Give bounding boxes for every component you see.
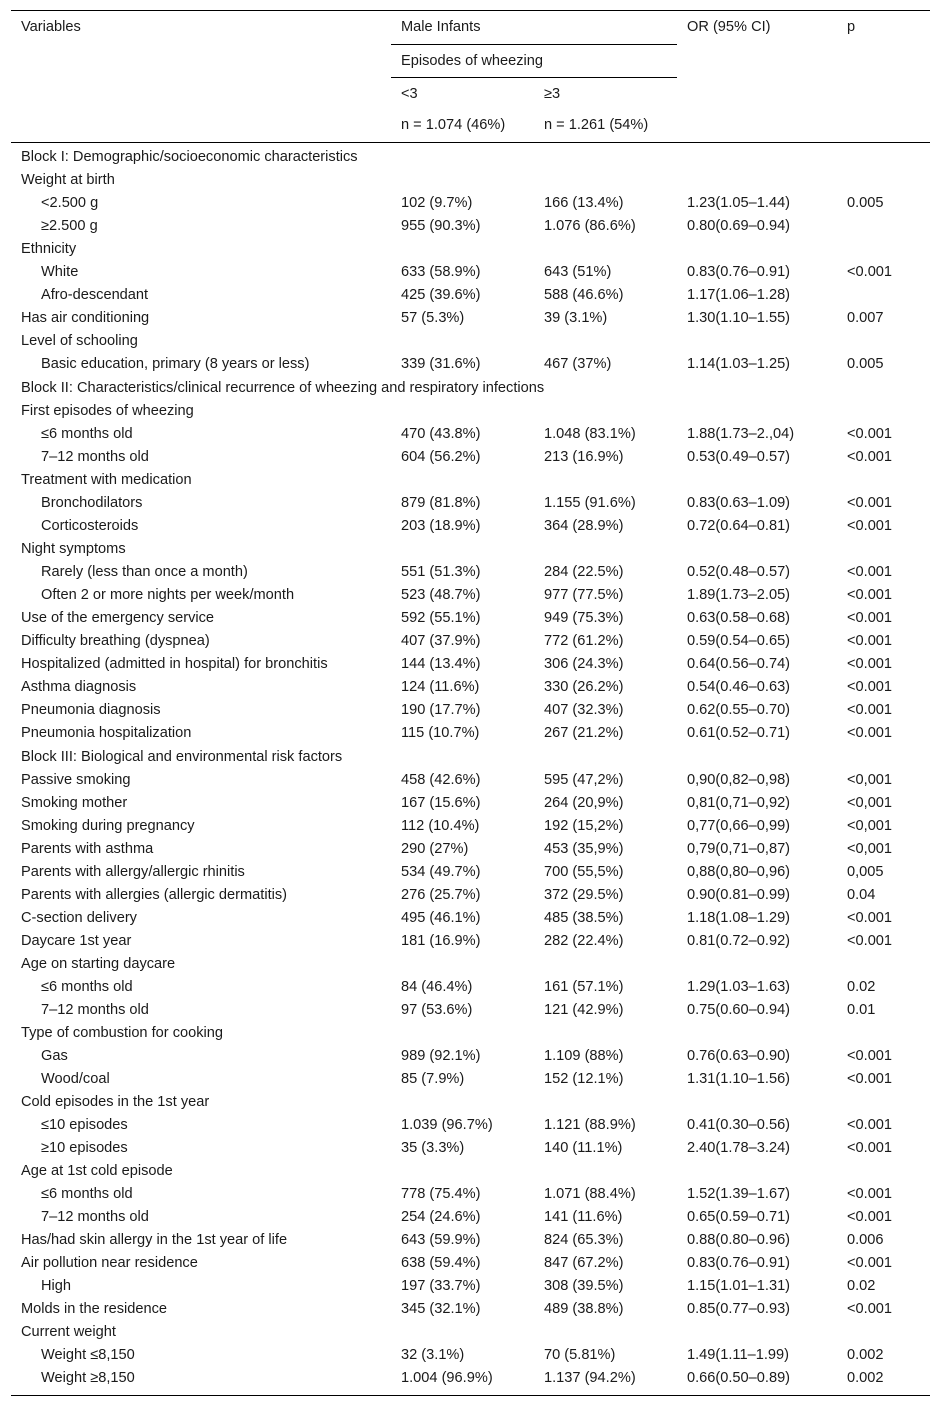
- table-row: [11, 769, 930, 792]
- table-row: [11, 907, 930, 930]
- cell-ge3: 1.121 (88.9%): [544, 1117, 636, 1133]
- cell-p: <0,001: [847, 841, 893, 857]
- cell-ge3: 453 (35,9%): [544, 841, 624, 857]
- cell-ge3: 166 (13.4%): [544, 195, 624, 211]
- table-row: [11, 423, 930, 446]
- row-label: Hospitalized (admitted in hospital) for bronchitis: [21, 656, 328, 672]
- row-label: Current weight: [21, 1324, 116, 1340]
- cell-ge3: 152 (12.1%): [544, 1071, 624, 1087]
- cell-ge3: 643 (51%): [544, 264, 612, 280]
- cell-or: 0.65(0.59–0.71): [687, 1209, 791, 1225]
- table-row: [11, 1045, 930, 1068]
- cell-ge3: 372 (29.5%): [544, 887, 624, 903]
- cell-p: <0.001: [847, 725, 893, 741]
- row-label: Age at 1st cold episode: [21, 1163, 173, 1179]
- cell-lt3: 523 (48.7%): [401, 587, 481, 603]
- cell-lt3: 955 (90.3%): [401, 218, 481, 234]
- cell-or: 2.40(1.78–3.24): [687, 1140, 791, 1156]
- table-row: [11, 469, 930, 492]
- row-label: Age on starting daycare: [21, 956, 176, 972]
- row-label: Has/had skin allergy in the 1st year of life: [21, 1232, 288, 1248]
- header-variables: Variables: [21, 19, 81, 35]
- cell-or: 0.76(0.63–0.90): [687, 1048, 791, 1064]
- cell-or: 0.85(0.77–0.93): [687, 1301, 791, 1317]
- cell-p: <0.001: [847, 1140, 893, 1156]
- cell-or: 1.14(1.03–1.25): [687, 356, 791, 372]
- table-row: [11, 561, 930, 584]
- table-header: [11, 11, 930, 143]
- cell-lt3: 638 (59.4%): [401, 1255, 481, 1271]
- table-row: [11, 676, 930, 699]
- row-label: Parents with allergy/allergic rhinitis: [21, 864, 245, 880]
- cell-lt3: 124 (11.6%): [401, 679, 480, 695]
- cell-or: 0.81(0.72–0.92): [687, 933, 791, 949]
- table-row: [11, 261, 930, 284]
- cell-p: <0,001: [847, 818, 893, 834]
- cell-p: <0.001: [847, 1255, 893, 1271]
- cell-or: 1.23(1.05–1.44): [687, 195, 791, 211]
- row-label: Cold episodes in the 1st year: [21, 1094, 210, 1110]
- table-row: [11, 538, 930, 561]
- cell-or: 0,90(0,82–0,98): [687, 772, 791, 788]
- table-row: [11, 307, 930, 330]
- row-label: Wood/coal: [41, 1071, 110, 1087]
- cell-lt3: 1.004 (96.9%): [401, 1370, 493, 1386]
- cell-p: <0.001: [847, 933, 893, 949]
- cell-p: <0.001: [847, 426, 893, 442]
- cell-ge3: 161 (57.1%): [544, 979, 624, 995]
- cell-or: 0,88(0,80–0,96): [687, 864, 791, 880]
- cell-or: 0.75(0.60–0.94): [687, 1002, 791, 1018]
- cell-ge3: 467 (37%): [544, 356, 612, 372]
- table-row: [11, 1068, 930, 1091]
- row-label: Parents with asthma: [21, 841, 154, 857]
- row-label: Molds in the residence: [21, 1301, 168, 1317]
- cell-ge3: 1.137 (94.2%): [544, 1370, 636, 1386]
- row-label: Block III: Biological and environmental risk factors: [21, 749, 343, 765]
- cell-or: 1.52(1.39–1.67): [687, 1186, 791, 1202]
- row-label: Asthma diagnosis: [21, 679, 137, 695]
- row-label: Smoking during pregnancy: [21, 818, 195, 834]
- row-label: Night symptoms: [21, 541, 126, 557]
- table-row: [11, 1160, 930, 1183]
- cell-p: 0.005: [847, 356, 884, 372]
- cell-or: 0.72(0.64–0.81): [687, 518, 791, 534]
- cell-ge3: 306 (24.3%): [544, 656, 624, 672]
- cell-p: <0.001: [847, 1117, 893, 1133]
- table-row: [11, 446, 930, 469]
- table-row: [11, 330, 930, 353]
- table-row: [11, 976, 930, 999]
- cell-ge3: 364 (28.9%): [544, 518, 624, 534]
- cell-p: <0,001: [847, 772, 893, 788]
- cell-or: 0.61(0.52–0.71): [687, 725, 791, 741]
- cell-lt3: 470 (43.8%): [401, 426, 481, 442]
- row-label: Bronchodilators: [41, 495, 143, 511]
- cell-lt3: 102 (9.7%): [401, 195, 473, 211]
- cell-lt3: 495 (46.1%): [401, 910, 481, 926]
- cell-lt3: 167 (15.6%): [401, 795, 481, 811]
- cell-lt3: 339 (31.6%): [401, 356, 481, 372]
- cell-p: <0.001: [847, 679, 893, 695]
- header-or: OR (95% CI): [687, 19, 771, 35]
- data-table: [11, 10, 930, 1396]
- cell-p: <0.001: [847, 610, 893, 626]
- cell-p: <0.001: [847, 1301, 893, 1317]
- cell-lt3: 197 (33.7%): [401, 1278, 481, 1294]
- table-row: [11, 1114, 930, 1137]
- table-row: [11, 815, 930, 838]
- table-row: [11, 1321, 930, 1344]
- row-label: <2.500 g: [41, 195, 99, 211]
- table-row: [11, 1022, 930, 1045]
- row-label: Rarely (less than once a month): [41, 564, 248, 580]
- cell-or: 1.31(1.10–1.56): [687, 1071, 791, 1087]
- header-lt3: <3: [401, 86, 418, 102]
- cell-p: <0.001: [847, 564, 893, 580]
- cell-ge3: 485 (38.5%): [544, 910, 624, 926]
- cell-ge3: 949 (75.3%): [544, 610, 624, 626]
- table-row: [11, 630, 930, 653]
- row-label: White: [41, 264, 79, 280]
- table-row: [11, 492, 930, 515]
- cell-lt3: 35 (3.3%): [401, 1140, 465, 1156]
- row-label: Block II: Characteristics/clinical recurrence of wheezing and respiratory infections: [21, 380, 545, 396]
- cell-p: [847, 284, 930, 307]
- row-label: ≤6 months old: [41, 979, 133, 995]
- cell-p: 0.02: [847, 979, 876, 995]
- cell-p: <0,001: [847, 795, 893, 811]
- table-row: [11, 861, 930, 884]
- cell-lt3: 112 (10.4%): [401, 818, 480, 834]
- row-label: ≤6 months old: [41, 426, 133, 442]
- cell-lt3: 1.039 (96.7%): [401, 1117, 493, 1133]
- cell-lt3: 633 (58.9%): [401, 264, 481, 280]
- cell-lt3: 85 (7.9%): [401, 1071, 465, 1087]
- row-label: Difficulty breathing (dyspnea): [21, 633, 210, 649]
- cell-lt3: 290 (27%): [401, 841, 469, 857]
- table-row: [11, 1298, 930, 1321]
- cell-p: 0.04: [847, 887, 876, 903]
- cell-ge3: 1.071 (88.4%): [544, 1186, 636, 1202]
- cell-lt3: 254 (24.6%): [401, 1209, 481, 1225]
- header-p: p: [847, 19, 856, 35]
- cell-lt3: 407 (37.9%): [401, 633, 481, 649]
- row-label: Basic education, primary (8 years or less): [41, 356, 310, 372]
- cell-or: 1.29(1.03–1.63): [687, 979, 791, 995]
- cell-ge3: 282 (22.4%): [544, 933, 624, 949]
- table-row: [11, 1091, 930, 1114]
- row-label: ≤6 months old: [41, 1186, 133, 1202]
- cell-lt3: 458 (42.6%): [401, 772, 481, 788]
- cell-lt3: 425 (39.6%): [401, 287, 481, 303]
- cell-or: 1.17(1.06–1.28): [687, 287, 791, 303]
- cell-p: 0.02: [847, 1278, 876, 1294]
- cell-p: [847, 215, 930, 238]
- row-label: Pneumonia diagnosis: [21, 702, 161, 718]
- cell-or: 1.30(1.10–1.55): [687, 310, 791, 326]
- cell-p: 0.005: [847, 195, 884, 211]
- cell-p: <0.001: [847, 702, 893, 718]
- row-label: ≥2.500 g: [41, 218, 98, 234]
- row-label: ≥10 episodes: [41, 1140, 128, 1156]
- cell-lt3: 276 (25.7%): [401, 887, 481, 903]
- cell-or: 0.64(0.56–0.74): [687, 656, 791, 672]
- cell-p: <0.001: [847, 656, 893, 672]
- row-label: Passive smoking: [21, 772, 131, 788]
- cell-ge3: 70 (5.81%): [544, 1347, 616, 1363]
- cell-ge3: 847 (67.2%): [544, 1255, 624, 1271]
- cell-or: 1.89(1.73–2.05): [687, 587, 791, 603]
- cell-lt3: 84 (46.4%): [401, 979, 473, 995]
- cell-ge3: 489 (38.8%): [544, 1301, 624, 1317]
- row-label: 7–12 months old: [41, 449, 149, 465]
- table-row: [11, 400, 930, 423]
- cell-lt3: 115 (10.7%): [401, 725, 480, 741]
- row-label: ≤10 episodes: [41, 1117, 128, 1133]
- cell-p: <0.001: [847, 495, 893, 511]
- table-row: [11, 607, 930, 630]
- cell-ge3: 1.048 (83.1%): [544, 426, 636, 442]
- row-label: Ethnicity: [21, 241, 77, 257]
- section-header-row: [11, 376, 930, 400]
- cell-p: 0.002: [847, 1370, 884, 1386]
- row-label: Weight ≥8,150: [41, 1370, 135, 1386]
- cell-p: <0.001: [847, 587, 893, 603]
- cell-lt3: 203 (18.9%): [401, 518, 481, 534]
- table-row: [11, 699, 930, 722]
- header-n-ge3: n = 1.261 (54%): [544, 117, 649, 133]
- cell-or: 1.49(1.11–1.99): [687, 1347, 789, 1363]
- cell-p: 0.01: [847, 1002, 876, 1018]
- cell-or: 0.52(0.48–0.57): [687, 564, 791, 580]
- cell-ge3: 140 (11.1%): [544, 1140, 623, 1156]
- row-label: Gas: [41, 1048, 68, 1064]
- cell-ge3: 213 (16.9%): [544, 449, 624, 465]
- row-label: Has air conditioning: [21, 310, 150, 326]
- cell-ge3: 121 (42.9%): [544, 1002, 624, 1018]
- cell-p: <0.001: [847, 633, 893, 649]
- row-label: High: [41, 1278, 72, 1294]
- table-row: [11, 1183, 930, 1206]
- cell-lt3: 989 (92.1%): [401, 1048, 481, 1064]
- header-episodes: Episodes of wheezing: [401, 53, 543, 69]
- cell-ge3: 141 (11.6%): [544, 1209, 623, 1225]
- cell-or: 1.15(1.01–1.31): [687, 1278, 791, 1294]
- row-label: C-section delivery: [21, 910, 137, 926]
- cell-p: <0.001: [847, 1186, 893, 1202]
- cell-ge3: 824 (65.3%): [544, 1232, 624, 1248]
- cell-or: 0.54(0.46–0.63): [687, 679, 791, 695]
- cell-p: 0.006: [847, 1232, 884, 1248]
- header-n-lt3: n = 1.074 (46%): [401, 117, 506, 133]
- table-row: [11, 1206, 930, 1229]
- cell-lt3: 57 (5.3%): [401, 310, 465, 326]
- header-rule-2: [391, 77, 677, 78]
- cell-or: 0.83(0.76–0.91): [687, 1255, 791, 1271]
- cell-ge3: 588 (46.6%): [544, 287, 624, 303]
- table-row: [11, 284, 930, 307]
- table-row: [11, 653, 930, 676]
- header-male-infants: Male Infants: [401, 19, 481, 35]
- cell-ge3: 1.076 (86.6%): [544, 218, 636, 234]
- cell-ge3: 267 (21.2%): [544, 725, 624, 741]
- table-row: [11, 722, 930, 745]
- cell-lt3: 181 (16.9%): [401, 933, 481, 949]
- row-label: Smoking mother: [21, 795, 128, 811]
- cell-or: 0.83(0.76–0.91): [687, 264, 791, 280]
- cell-p: <0.001: [847, 1048, 893, 1064]
- table-row: [11, 930, 930, 953]
- table-row: [11, 584, 930, 607]
- cell-lt3: 643 (59.9%): [401, 1232, 481, 1248]
- cell-lt3: 592 (55.1%): [401, 610, 481, 626]
- table-row: [11, 215, 930, 238]
- cell-or: 0.83(0.63–1.09): [687, 495, 791, 511]
- cell-lt3: 345 (32.1%): [401, 1301, 481, 1317]
- table-row: [11, 884, 930, 907]
- table-row: [11, 353, 930, 376]
- cell-ge3: 330 (26.2%): [544, 679, 624, 695]
- cell-lt3: 534 (49.7%): [401, 864, 481, 880]
- cell-or: 0.53(0.49–0.57): [687, 449, 791, 465]
- section-header-row: [11, 745, 930, 769]
- table-row: [11, 838, 930, 861]
- row-label: Block I: Demographic/socioeconomic characteristics: [21, 149, 358, 165]
- cell-or: 0,79(0,71–0,87): [687, 841, 791, 857]
- cell-p: 0.007: [847, 310, 884, 326]
- cell-p: <0.001: [847, 1071, 893, 1087]
- cell-lt3: 778 (75.4%): [401, 1186, 481, 1202]
- row-label: Weight ≤8,150: [41, 1347, 135, 1363]
- row-label: Parents with allergies (allergic dermatitis): [21, 887, 288, 903]
- row-label: Weight at birth: [21, 172, 115, 188]
- cell-or: 1.18(1.08–1.29): [687, 910, 791, 926]
- table-row: [11, 1367, 930, 1390]
- row-label: Pneumonia hospitalization: [21, 725, 192, 741]
- cell-or: 1.88(1.73–2.,04): [687, 426, 795, 442]
- cell-ge3: 284 (22.5%): [544, 564, 624, 580]
- row-label: Afro-descendant: [41, 287, 149, 303]
- row-label: 7–12 months old: [41, 1002, 149, 1018]
- row-label: Treatment with medication: [21, 472, 192, 488]
- cell-ge3: 700 (55,5%): [544, 864, 624, 880]
- cell-or: 0.63(0.58–0.68): [687, 610, 791, 626]
- cell-ge3: 772 (61.2%): [544, 633, 624, 649]
- cell-ge3: 308 (39.5%): [544, 1278, 624, 1294]
- cell-or: 0,77(0,66–0,99): [687, 818, 791, 834]
- cell-or: 0.59(0.54–0.65): [687, 633, 791, 649]
- table-row: [11, 1229, 930, 1252]
- row-label: Corticosteroids: [41, 518, 139, 534]
- row-label: Use of the emergency service: [21, 610, 215, 626]
- table-row: [11, 792, 930, 815]
- cell-p: 0.002: [847, 1347, 884, 1363]
- cell-or: 0.66(0.50–0.89): [687, 1370, 791, 1386]
- cell-p: <0.001: [847, 910, 893, 926]
- table-row: [11, 1275, 930, 1298]
- table-row: [11, 238, 930, 261]
- cell-lt3: 879 (81.8%): [401, 495, 481, 511]
- cell-p: <0.001: [847, 518, 893, 534]
- header-rule-1: [391, 44, 677, 45]
- row-label: First episodes of wheezing: [21, 403, 194, 419]
- cell-ge3: 977 (77.5%): [544, 587, 624, 603]
- cell-ge3: 264 (20,9%): [544, 795, 624, 811]
- row-label: 7–12 months old: [41, 1209, 149, 1225]
- cell-lt3: 32 (3.1%): [401, 1347, 465, 1363]
- cell-p: <0.001: [847, 449, 893, 465]
- cell-or: 0,81(0,71–0,92): [687, 795, 791, 811]
- cell-p: <0.001: [847, 264, 893, 280]
- section-header-row: [11, 145, 930, 169]
- table-row: [11, 953, 930, 976]
- cell-p: <0.001: [847, 1209, 893, 1225]
- cell-p: 0,005: [847, 864, 884, 880]
- table-bottom-rule: [11, 1395, 930, 1396]
- header-ge3: ≥3: [544, 86, 561, 102]
- cell-lt3: 551 (51.3%): [401, 564, 481, 580]
- row-label: Air pollution near residence: [21, 1255, 198, 1271]
- table-row: [11, 169, 930, 192]
- cell-ge3: 595 (47,2%): [544, 772, 624, 788]
- table-row: [11, 515, 930, 538]
- row-label: Often 2 or more nights per week/month: [41, 587, 295, 603]
- cell-ge3: 407 (32.3%): [544, 702, 624, 718]
- row-label: Level of schooling: [21, 333, 138, 349]
- table-row: [11, 192, 930, 215]
- cell-or: 0.80(0.69–0.94): [687, 218, 791, 234]
- row-label: Type of combustion for cooking: [21, 1025, 223, 1041]
- cell-lt3: 604 (56.2%): [401, 449, 481, 465]
- cell-or: 0.88(0.80–0.96): [687, 1232, 791, 1248]
- table-row: [11, 1252, 930, 1275]
- cell-ge3: 192 (15,2%): [544, 818, 624, 834]
- cell-lt3: 144 (13.4%): [401, 656, 481, 672]
- table-row: [11, 1344, 930, 1367]
- cell-ge3: 39 (3.1%): [544, 310, 608, 326]
- row-label: Daycare 1st year: [21, 933, 132, 949]
- cell-or: 0.90(0.81–0.99): [687, 887, 791, 903]
- table-body: [11, 143, 930, 1390]
- cell-lt3: 97 (53.6%): [401, 1002, 473, 1018]
- cell-ge3: 1.109 (88%): [544, 1048, 624, 1064]
- cell-ge3: 1.155 (91.6%): [544, 495, 636, 511]
- cell-or: 0.41(0.30–0.56): [687, 1117, 791, 1133]
- cell-or: 0.62(0.55–0.70): [687, 702, 791, 718]
- table-row: [11, 999, 930, 1022]
- cell-lt3: 190 (17.7%): [401, 702, 481, 718]
- table-row: [11, 1137, 930, 1160]
